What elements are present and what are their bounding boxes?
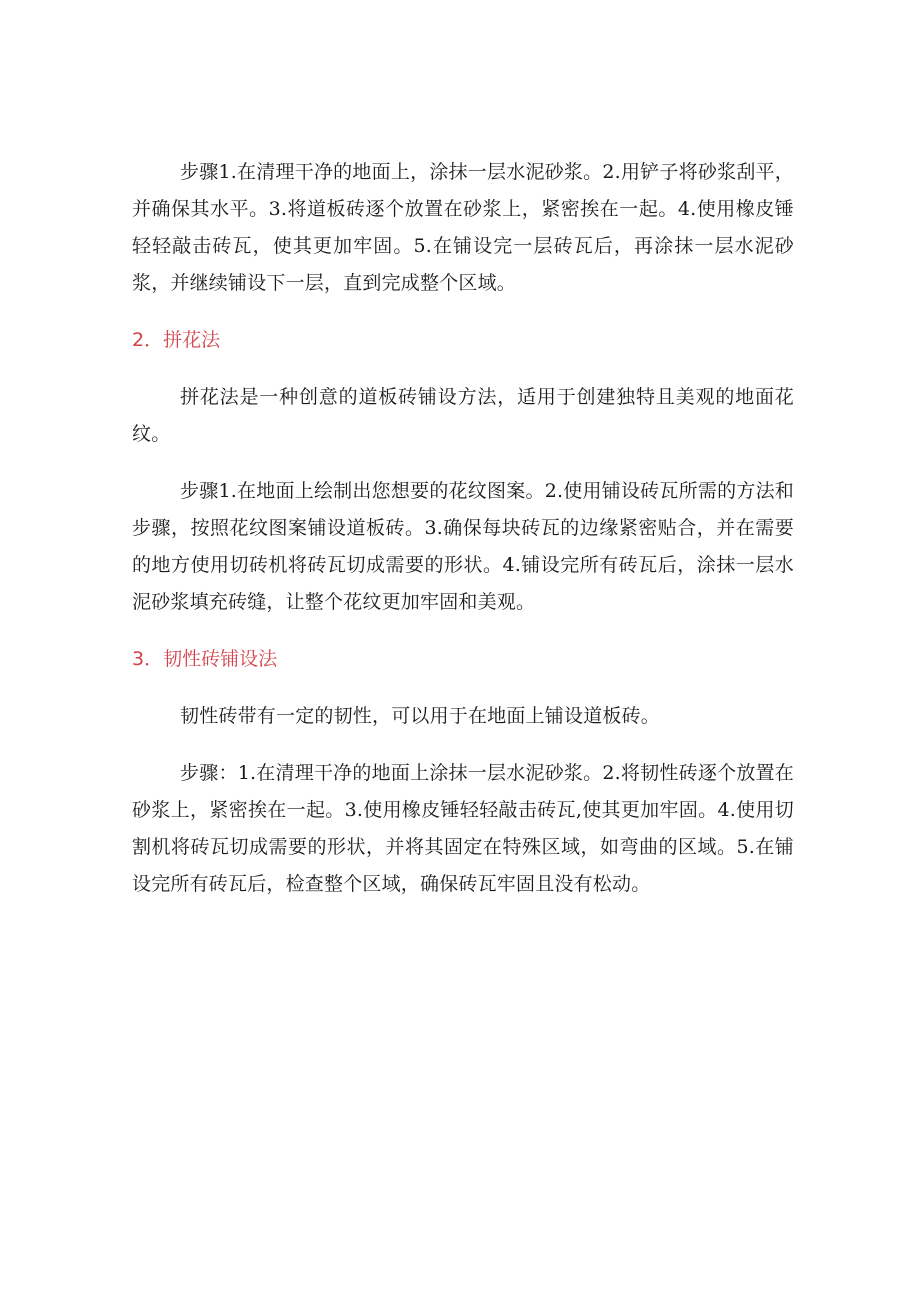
section-heading-pinhua: 2．拼花法 [132, 329, 221, 351]
steps-paragraph-3: 步骤：1.在清理干净的地面上涂抹一层水泥砂浆。2.将韧性砖逐个放置在砂浆上，紧密挨在一起。3.使用橡皮锤轻轻敲击砖瓦,使其更加牢固。4.使用切割机将砖瓦切成需要的形状，并将其固定在特殊区域，如弯曲的区域。5.在铺设完所有砖瓦后，检查整个区域，确保砖瓦牢固且没有松动。 [132, 762, 794, 895]
steps-paragraph-1: 步骤1.在清理干净的地面上，涂抹一层水泥砂浆。2.用铲子将砂浆刮平，并确保其水平。3.将道板砖逐个放置在砂浆上，紧密挨在一起。4.使用橡皮锤轻轻敲击砖瓦，使其更加牢固。5.在铺设完一层砖瓦后，再涂抹一层水泥砂浆，并继续铺设下一层，直到完成整个区域。 [132, 161, 794, 294]
intro-paragraph-pinhua: 拼花法是一种创意的道板砖铺设方法，适用于创建独特且美观的地面花纹。 [132, 386, 794, 445]
section-heading-renxing: 3．韧性砖铺设法 [132, 648, 278, 670]
steps-paragraph-2: 步骤1.在地面上绘制出您想要的花纹图案。2.使用铺设砖瓦所需的方法和步骤，按照花纹图案铺设道板砖。3.确保每块砖瓦的边缘紧密贴合，并在需要的地方使用切砖机将砖瓦切成需要的形状。4.铺设完所有砖瓦后，涂抹一层水泥砂浆填充砖缝，让整个花纹更加牢固和美观。 [132, 480, 794, 613]
document-body [132, 154, 794, 923]
intro-paragraph-renxing: 韧性砖带有一定的韧性，可以用于在地面上铺设道板砖。 [180, 705, 661, 727]
